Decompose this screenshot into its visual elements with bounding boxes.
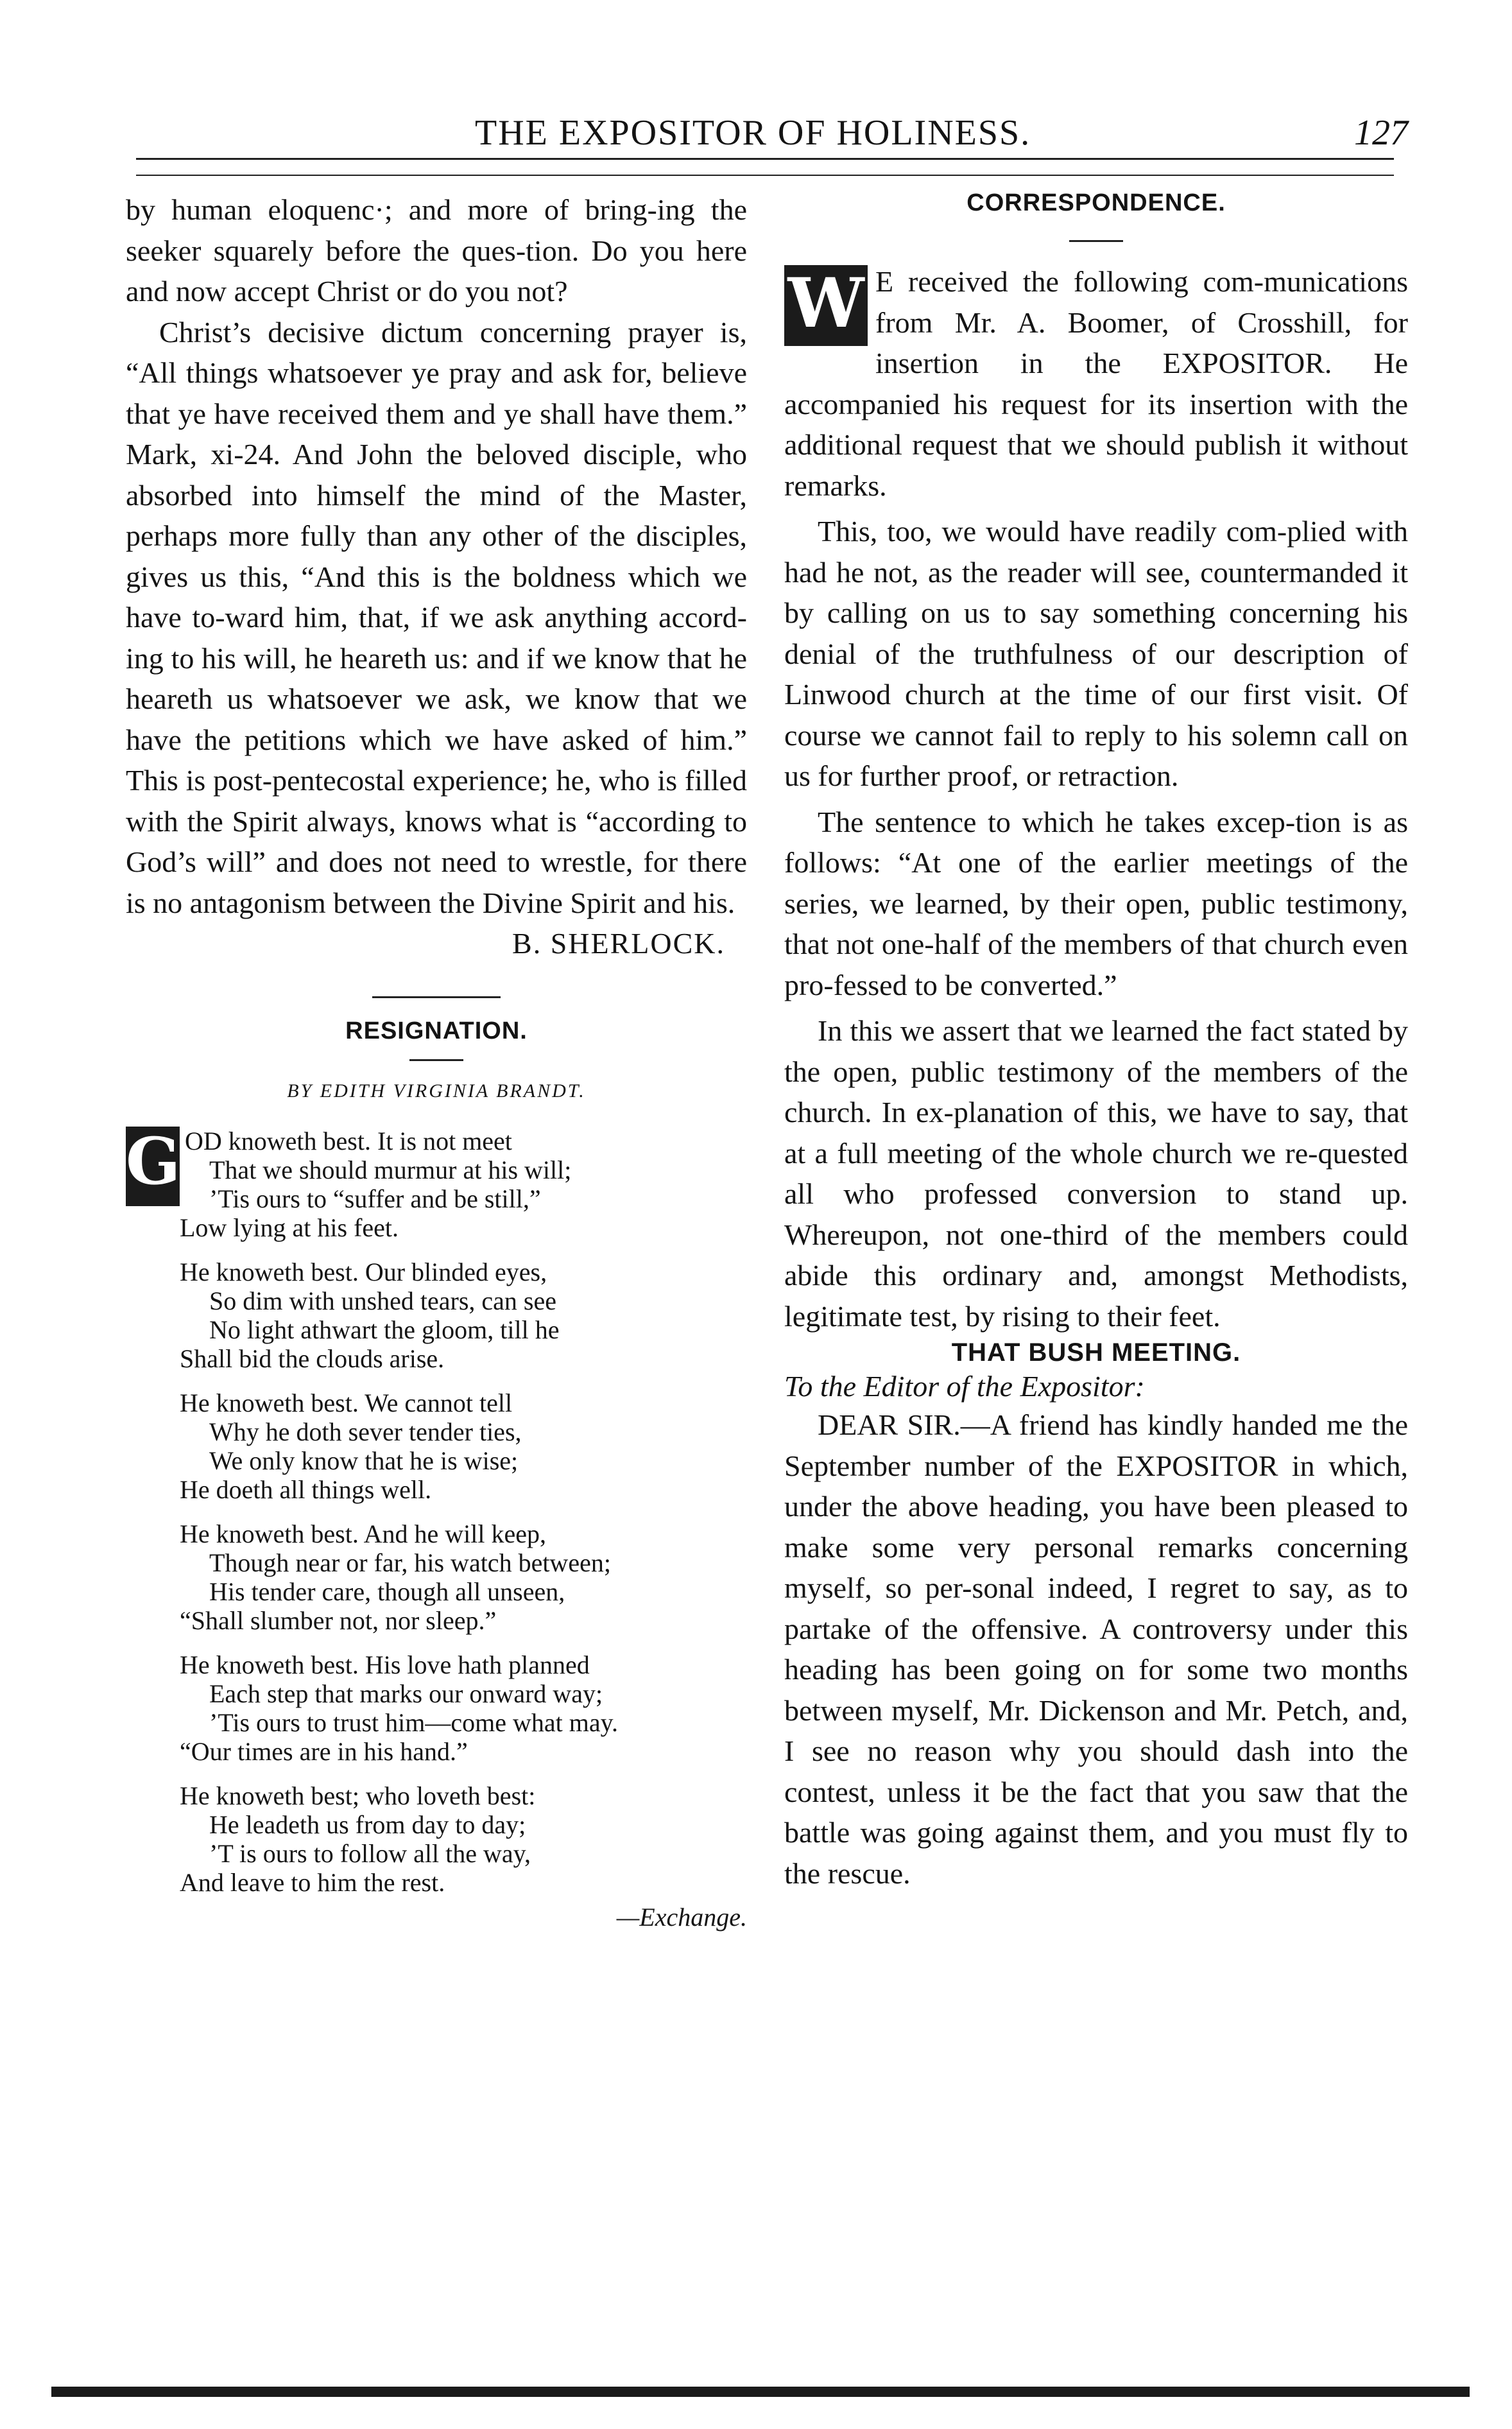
poem-title: RESIGNATION. [345,1017,528,1044]
correspondence-paragraph: In this we assert that we learned the fact stated by the open, public testimony of the members of the church. In ex-planation of this, we have to say, that at a full meeting of the whole church we re-quested all who professed conversion to stand up. Whereupon, not one-third of the members could abide this ordinary and, amongst Methodists, legitimate test, by rising to their feet. [784,1014,1408,1333]
poem-line: He knoweth best. And he will keep, [180,1519,546,1548]
stanza [180,1519,747,1635]
poem-line: Shall bid the clouds arise. [180,1344,445,1373]
poem-line: That we should murmur at his will; [209,1155,572,1184]
poem-line: He knoweth best; who loveth best: [180,1781,536,1810]
author-signature: B. SHERLOCK. [512,927,725,960]
section-divider [372,996,501,998]
poem-line: Low lying at his feet. [180,1213,399,1242]
continuation-paragraph: Christ’s decisive dictum concerning prayer is, “All things whatsoever ye pray and ask for, believe that ye have received them and ye shall have them.” Mark, xi-24. And John the beloved disciple, who absorbed into himself the mind of the Master, perhaps more fully than any other of the disciples, gives us this, “And this is the boldness which we have to-ward him, that, if we ask anything accord-ing to his will, he heareth us: and if we know that he heareth us whatsoever we ask, we know that we have the petitions which we have asked of him.” This is post-pentecostal experience; he, who is filled with the Spirit always, knows what is “according to God’s will” and does not need to wrestle, for there is no antagonism between the Divine Spirit and his. [126,315,747,919]
drop-cap-g: G [126,1127,180,1206]
correspondence-heading: CORRESPONDENCE. [966,189,1226,216]
poem-line: ’T is ours to follow all the way, [209,1838,531,1868]
poem-line: “Our times are in his hand.” [180,1736,468,1766]
continuation-paragraph: by human eloquenc·; and more of bring-ing the seeker squarely before the ques-tion. Do you here and now accept Christ or do you not? [126,193,747,307]
poem-line: So dim with unshed tears, can see [209,1286,556,1315]
poem-line: He knoweth best. His love hath planned [180,1650,590,1679]
letter-salutation: To the Editor of the Expositor: [784,1370,1145,1403]
stanza [180,1781,747,1897]
poem-line: “Shall slumber not, nor sleep.” [180,1605,497,1635]
journal-title: THE EXPOSITOR OF HOLINESS. [475,113,1031,153]
drop-cap-w: W [784,265,868,346]
right-column [784,189,1408,1894]
poem-line: His tender care, though all unseen, [209,1577,565,1606]
poem-line: ’Tis ours to trust him—come what may. [209,1707,619,1737]
letter-greeting: DEAR SIR. [818,1408,961,1441]
poem-line: We only know that he is wise; [209,1446,519,1475]
title-rule [1069,240,1123,242]
poem-line: Each step that marks our onward way; [209,1679,603,1708]
poem-line: And leave to him the rest. [180,1867,445,1897]
page-number: 127 [1354,113,1408,153]
poem-line: He doeth all things well. [180,1474,432,1504]
header-rule-bottom [136,175,1394,176]
correspondence-paragraph: This, too, we would have readily com-plied with had he not, as the reader will see, countermanded it by calling on us to say something concerning his denial of the truthfulness of our description of Linwood church at the time of our first visit. Of course we cannot fail to reply to his solemn call on us for further proof, or retraction. [784,515,1408,792]
poem-line: He knoweth best. Our blinded eyes, [180,1257,547,1286]
poem-line: No light athwart the gloom, till he [209,1315,560,1344]
poem-line: He leadeth us from day to day; [209,1810,526,1839]
correspondence-paragraph: W E received the following com-munications from Mr. A. Boomer, of Crosshill, for insertion in the EXPOSITOR. He accompanied his request for its insertion with the additional request that we should publish it without remarks. [784,263,1408,502]
letter-body: DEAR SIR.—A friend has kindly handed me the September number of the EXPOSITOR in which, under the above heading, you have been pleased to make some very personal remarks concerning myself, so per-sonal indeed, I regret to say, as to partake of the offensive. A controversy under this heading has been going on for some two months between myself, Mr. Dickenson and Mr. Petch, and, I see no reason why you should dash into the contest, unless it be the fact that you saw that the battle was going against them, and you must fly to the rescue. [784,1408,1408,1890]
bottom-border [51,2387,1470,2397]
correspondence-paragraph: The sentence to which he takes excep-tion is as follows: “At one of the earlier meetings of the series, we learned, by their open, public testimony, that not one-half of the members of that church even pro-fessed to be converted.” [784,805,1408,1001]
stanza [180,1388,747,1504]
poem-body [126,1123,747,1897]
poem-byline: BY EDITH VIRGINIA BRANDT. [287,1080,586,1102]
poem-source: —Exchange. [616,1902,747,1932]
poem-line: Why he doth sever tender ties, [209,1417,522,1446]
title-rule [409,1059,463,1061]
poem-line: ’Tis ours to “suffer and be still,” [209,1184,541,1213]
left-column [126,189,747,1932]
header-rule-top [136,158,1394,160]
stanza [126,1123,747,1242]
poem-line: Though near or far, his watch between; [209,1548,611,1577]
resignation-poem [126,1017,747,1932]
bush-meeting-heading: THAT BUSH MEETING. [951,1338,1241,1367]
poem-line: He knoweth best. We cannot tell [180,1388,513,1417]
stanza [180,1650,747,1766]
stanza [180,1258,747,1373]
poem-line: OD knoweth best. It is not meet [185,1126,512,1155]
